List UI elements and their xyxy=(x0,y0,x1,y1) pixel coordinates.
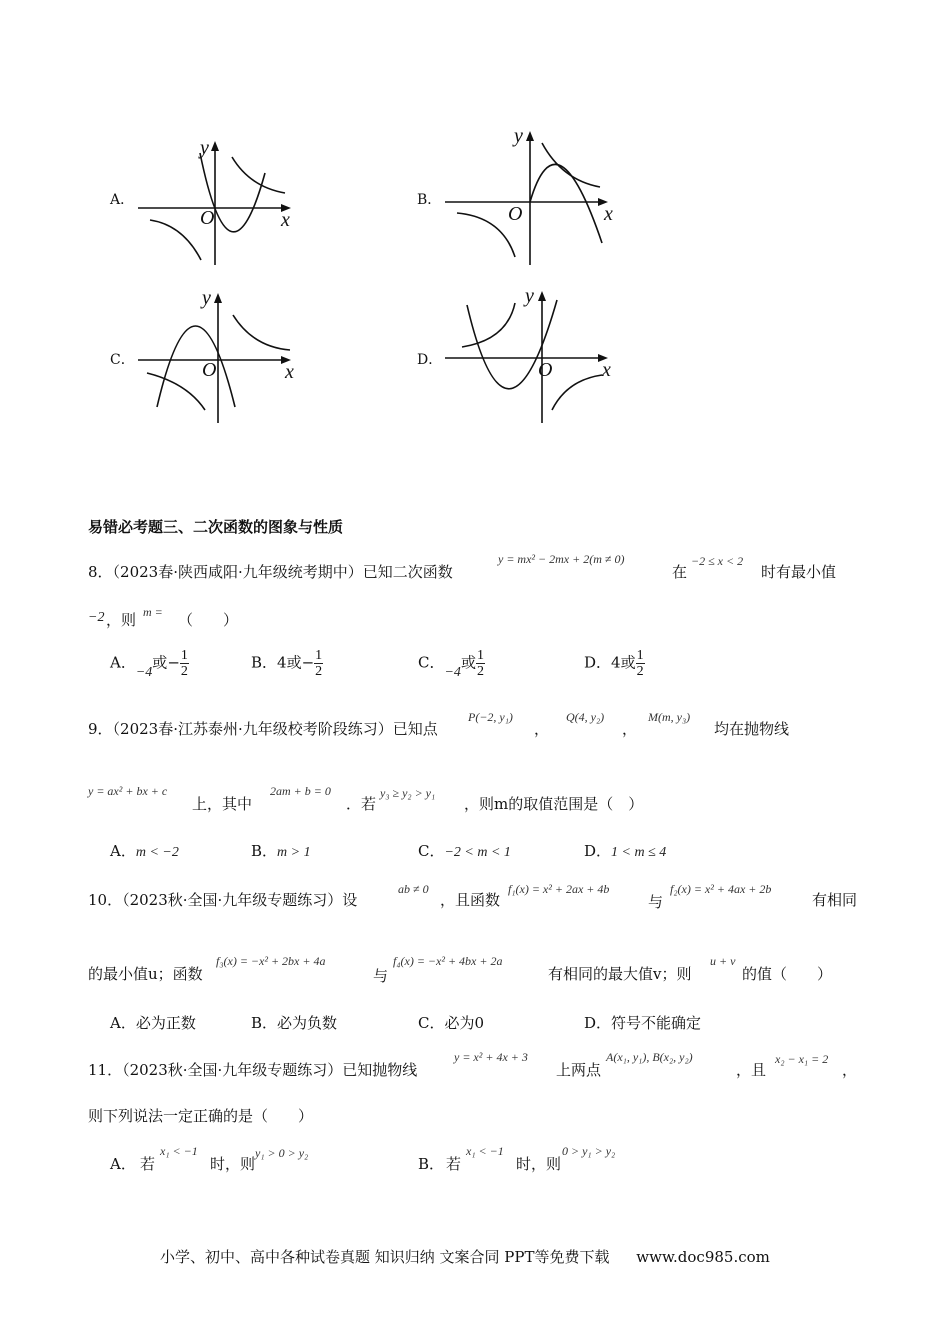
q8-m-eq: m = xyxy=(143,605,163,619)
q10-text-1: ，且函数 xyxy=(440,891,501,909)
q10-option-a-label: A． xyxy=(110,1014,136,1032)
question-9 xyxy=(88,706,868,866)
q8-option-c[interactable] xyxy=(418,648,485,679)
question-10 xyxy=(88,878,878,1038)
q8-prefix: 8．（2023春·陕西咸阳·九年级统考期中）已知二次函数 xyxy=(88,563,453,581)
q11-condition: x₂ − x₁ = 2 xyxy=(775,1052,829,1066)
q10-option-d[interactable] xyxy=(584,1013,701,1033)
q9-option-c-value: −2 < m < 1 xyxy=(444,845,511,860)
q9-option-a-label: A． xyxy=(110,842,136,860)
graph-d-label: D． xyxy=(417,352,443,368)
q9-comma-2: ， xyxy=(622,720,638,738)
q11-option-b-label: B． xyxy=(418,1155,445,1173)
graph-b-label: B． xyxy=(417,192,442,208)
graph-c-label: C． xyxy=(110,352,135,368)
graph-d xyxy=(412,285,622,430)
q11-prefix: 11．（2023秋·全国·九年级专题练习）已知抛物线 xyxy=(88,1061,418,1079)
q8-option-c-label: C． xyxy=(418,653,445,672)
q9-option-d-label: D． xyxy=(584,842,612,860)
q11-option-b-cond: x₁ < −1 xyxy=(466,1144,504,1158)
q8-option-c-den: 2 xyxy=(476,664,484,679)
graph-b xyxy=(412,125,622,270)
q10-option-d-label: D． xyxy=(584,1014,612,1032)
footer-text: 小学、初中、高中各种试卷真题 知识归纳 文案合同 PPT等免费下载 xyxy=(160,1248,610,1266)
q8-option-b-or: 或 xyxy=(286,653,302,672)
q10-option-d-value: 符号不能确定 xyxy=(611,1014,702,1032)
q8-option-b[interactable] xyxy=(251,648,323,679)
q10-uv: u + v xyxy=(710,954,736,968)
q9-option-b-label: B． xyxy=(251,842,278,860)
q10-option-b-value: 必为负数 xyxy=(277,1014,338,1032)
q9-option-d[interactable] xyxy=(584,841,666,863)
q9-suffix: 均在抛物线 xyxy=(714,720,790,738)
q8-option-d-num: 1 xyxy=(636,648,644,663)
q8-option-d-value: 4 xyxy=(611,653,621,672)
section-title: 易错必考题三、二次函数的图象与性质 xyxy=(88,518,344,536)
q8-option-d-den: 2 xyxy=(636,664,644,679)
q9-option-a-value: m < −2 xyxy=(135,845,179,860)
q10-line2-a: 的最小值u；函数 xyxy=(88,965,203,983)
q8-option-b-fraction xyxy=(314,648,323,679)
q9-end-text: ，则m的取值范围是（ ） xyxy=(464,795,644,813)
q8-answer-paren: （ ） xyxy=(178,611,239,629)
q9-comma-1: ， xyxy=(534,720,550,738)
q8-option-c-num: 1 xyxy=(476,648,484,663)
graph-d-x-label: x xyxy=(602,359,611,381)
graph-c-x-label: x xyxy=(285,361,294,383)
q9-point-p: P(−2, y₁) xyxy=(468,710,513,724)
q9-condition: 2am + b = 0 xyxy=(270,784,331,798)
question-8 xyxy=(88,550,868,690)
q9-prefix: 9．（2023春·江苏泰州·九年级校考阶段练习）已知点 xyxy=(88,720,438,738)
q8-option-a-fraction xyxy=(180,648,189,679)
q8-option-c-fraction xyxy=(476,648,485,679)
q11-text-3: ， xyxy=(842,1061,858,1079)
graph-a-origin-label: O xyxy=(200,207,215,229)
q11-option-b[interactable] xyxy=(418,1144,718,1184)
q8-option-d-or: 或 xyxy=(620,653,636,672)
graph-d-y-label: y xyxy=(525,285,534,307)
q10-option-c[interactable] xyxy=(418,1013,484,1033)
q11-option-a-cond: x₁ < −1 xyxy=(160,1144,198,1158)
q10-with-2: 与 xyxy=(373,967,389,985)
q11-option-a-if: 若 xyxy=(140,1155,156,1173)
q11-option-b-then: 时，则 xyxy=(516,1155,562,1173)
q11-points: A(x₁, y₁), B(x₂, y₂) xyxy=(606,1050,693,1064)
q8-suffix: 时有最小值 xyxy=(761,563,837,581)
q9-option-c-label: C． xyxy=(418,842,445,860)
q8-function: y = mx² − 2mx + 2(m ≠ 0) xyxy=(498,552,625,566)
graph-a xyxy=(105,125,305,270)
q10-line2-b: 有相同的最大值v；则 xyxy=(548,965,692,983)
q10-prefix: 10．（2023秋·全国·九年级专题练习）设 xyxy=(88,891,358,909)
q8-option-d-label: D． xyxy=(584,653,612,672)
q10-ab: ab ≠ 0 xyxy=(398,882,429,896)
q10-line2-c: 的值（ ） xyxy=(742,965,833,983)
graph-b-y-label: y xyxy=(514,125,523,147)
graph-b-origin-label: O xyxy=(508,203,523,225)
q11-line2: 则下列说法一定正确的是（ ） xyxy=(88,1107,314,1125)
q8-option-b-num: 1 xyxy=(315,648,323,663)
q11-option-a[interactable] xyxy=(110,1144,410,1184)
q8-range: −2 ≤ x < 2 xyxy=(691,554,744,568)
q8-option-b-den: 2 xyxy=(315,664,323,679)
q8-option-a-num: 1 xyxy=(180,648,188,663)
q9-option-d-value: 1 < m ≤ 4 xyxy=(611,845,667,860)
q11-text-1: 上两点 xyxy=(556,1061,602,1079)
q10-with-1: 与 xyxy=(648,893,664,911)
q9-inequality: y₃ ≥ y₂ > y₁ xyxy=(380,786,436,800)
q8-option-a[interactable] xyxy=(110,648,189,679)
footer-url[interactable]: www.doc985.com xyxy=(636,1248,770,1266)
q11-text-2: ，且 xyxy=(736,1061,767,1079)
q9-option-c[interactable] xyxy=(418,841,511,863)
q8-option-a-value: −4 xyxy=(135,664,153,680)
q10-option-b-label: B． xyxy=(251,1014,278,1032)
q10-f4: f₄(x) = −x² + 4bx + 2a xyxy=(393,954,503,968)
q8-option-d[interactable] xyxy=(584,648,645,679)
q10-option-a[interactable] xyxy=(110,1013,196,1033)
q9-point-q: Q(4, y₂) xyxy=(566,710,605,724)
q9-point-m: M(m, y₃) xyxy=(648,710,691,724)
q8-then: ，则 xyxy=(106,611,137,629)
q11-option-b-result: 0 > y₁ > y₂ xyxy=(562,1144,616,1158)
question-11 xyxy=(88,1044,878,1184)
q10-option-a-value: 必为正数 xyxy=(135,1014,196,1032)
q8-min-value: −2 xyxy=(88,610,105,625)
q8-option-a-sign: − xyxy=(167,653,180,672)
q10-f3: f₃(x) = −x² + 2bx + 4a xyxy=(216,954,326,968)
q10-text-2: 有相同 xyxy=(812,891,858,909)
q8-option-a-den: 2 xyxy=(180,664,188,679)
q9-option-b[interactable] xyxy=(251,841,311,863)
q10-option-c-value: 必为0 xyxy=(444,1014,485,1032)
q11-option-a-then: 时，则 xyxy=(210,1155,256,1173)
graph-c-y-label: y xyxy=(202,287,211,309)
q9-option-b-value: m > 1 xyxy=(277,845,311,860)
graph-a-x-label: x xyxy=(281,209,290,231)
q9-option-a[interactable] xyxy=(110,841,179,863)
graph-d-origin-label: O xyxy=(538,359,553,381)
graph-d-plot xyxy=(412,285,622,430)
graph-b-x-label: x xyxy=(604,203,613,225)
q11-option-a-label: A． xyxy=(110,1155,136,1173)
q9-parabola: y = ax² + bx + c xyxy=(88,784,168,798)
q8-option-a-or: 或 xyxy=(152,653,168,672)
footer xyxy=(160,1246,770,1267)
q8-mid: 在 xyxy=(672,563,688,581)
q11-parabola: y = x² + 4x + 3 xyxy=(454,1050,528,1064)
q11-option-a-result: y₁ > 0 > y₂ xyxy=(255,1146,309,1160)
q10-f1: f₁(x) = x² + 2ax + 4b xyxy=(508,882,610,896)
graph-c xyxy=(105,285,305,430)
graph-a-label: A． xyxy=(110,192,135,208)
q9-on-text: 上，其中 xyxy=(192,795,253,813)
q8-option-c-or: 或 xyxy=(460,653,476,672)
q8-option-b-value: 4 xyxy=(277,653,287,672)
graph-a-y-label: y xyxy=(200,137,209,159)
q9-if-text: ．若 xyxy=(346,795,377,813)
q10-option-c-label: C． xyxy=(418,1014,445,1032)
q8-option-b-sign: − xyxy=(301,653,315,672)
q11-option-b-if: 若 xyxy=(446,1155,462,1173)
q8-option-c-value: −4 xyxy=(444,664,461,680)
q8-option-b-label: B． xyxy=(251,653,278,672)
q8-option-d-fraction xyxy=(636,648,645,679)
q10-f2: f₂(x) = x² + 4ax + 2b xyxy=(670,882,772,896)
graph-c-origin-label: O xyxy=(202,359,217,381)
q10-option-b[interactable] xyxy=(251,1013,337,1033)
q8-option-a-label: A． xyxy=(110,653,136,672)
